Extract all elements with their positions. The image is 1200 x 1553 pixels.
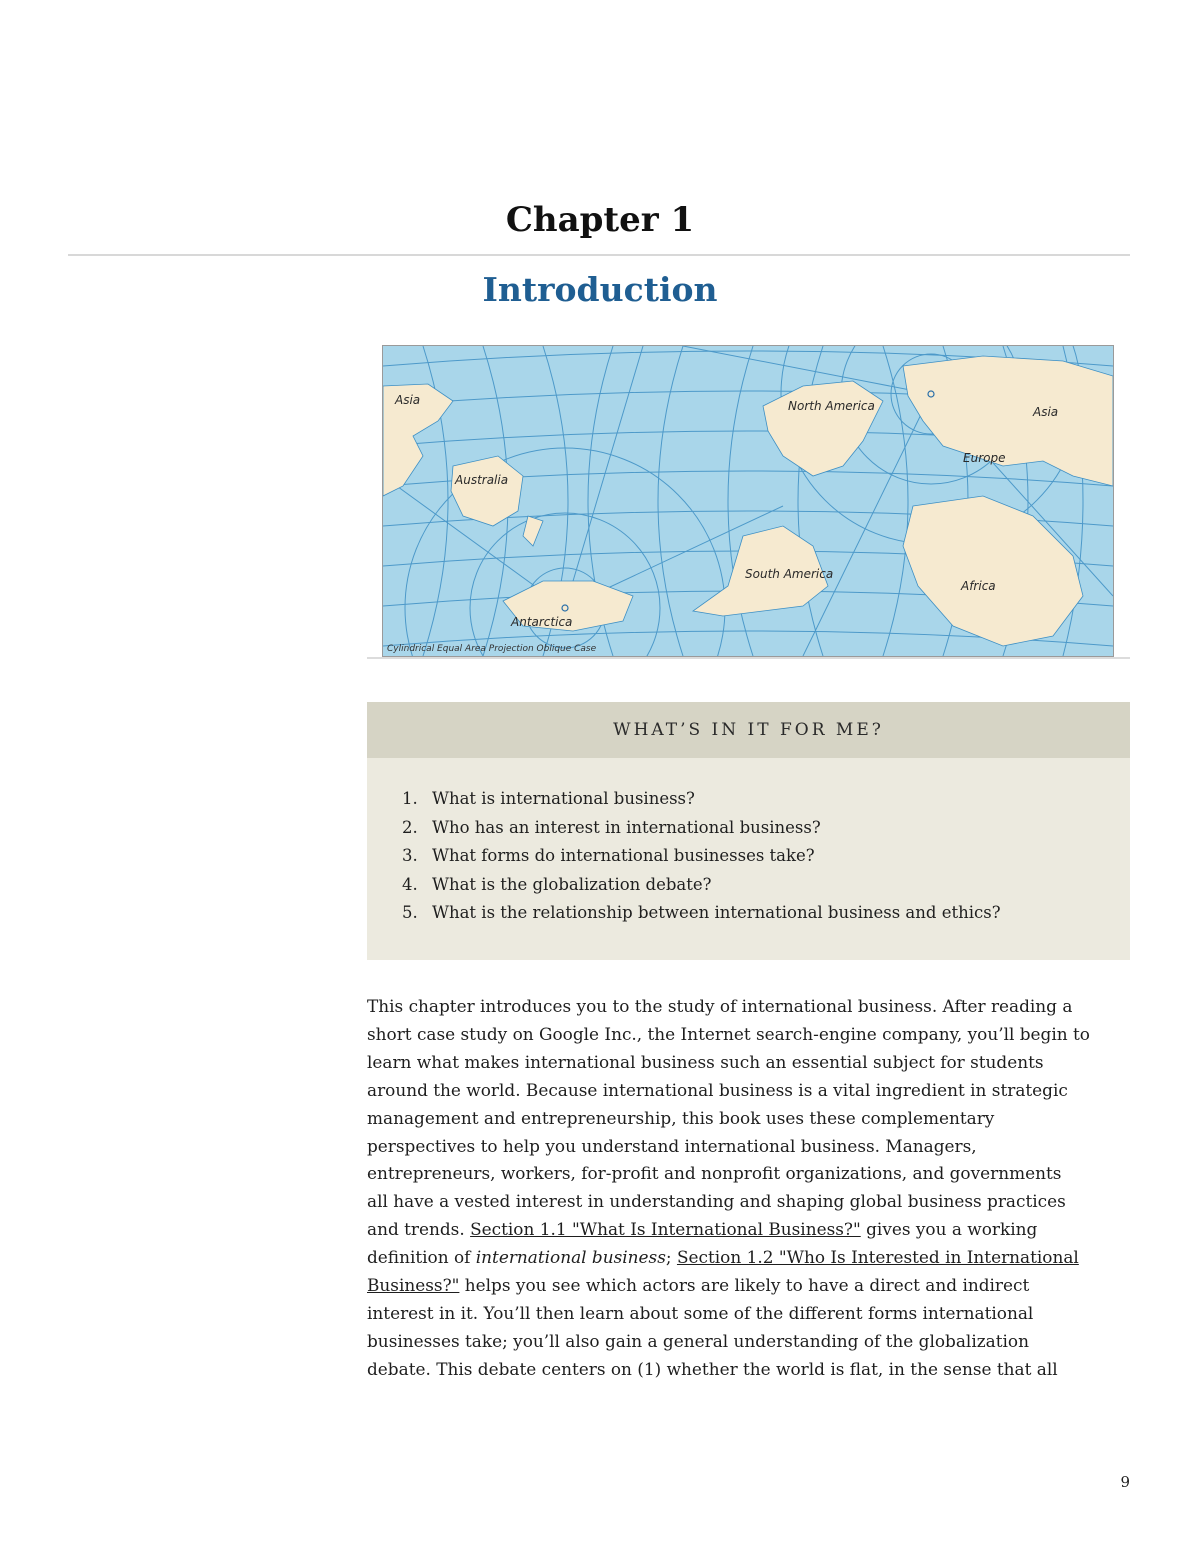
map-label-africa: Africa xyxy=(961,579,996,593)
page-number: 9 xyxy=(1120,1473,1130,1491)
map-label-europe: Europe xyxy=(963,451,1006,465)
objectives-list xyxy=(367,758,1130,928)
body-line: debate. This debate centers on (1) whether the world is flat, in the sense that all xyxy=(367,1358,1058,1379)
list-item xyxy=(402,871,1130,900)
list-number: 5. xyxy=(402,903,418,922)
list-text: What is the relationship between international business and ethics? xyxy=(432,903,1001,922)
body-line: around the world. Because international business is a vital ingredient in strategic xyxy=(367,1079,1068,1100)
body-text-segment: gives you a working xyxy=(860,1219,1038,1240)
section-1-2-link[interactable]: Section 1.2 "Who Is Interested in International xyxy=(676,1247,1079,1268)
body-line: perspectives to help you understand international business. Managers, xyxy=(367,1135,977,1156)
body-line: management and entrepreneurship, this book uses these complementary xyxy=(367,1107,995,1128)
body-line: This chapter introduces you to the study of international business. After reading a xyxy=(367,996,1073,1016)
list-item xyxy=(402,899,1130,928)
world-map-figure xyxy=(382,345,1114,657)
list-number: 4. xyxy=(402,874,418,894)
section-1-1-link[interactable]: Section 1.1 "What Is International Business?" xyxy=(470,1219,861,1240)
chapter-title: Introduction xyxy=(482,270,718,309)
list-number: 1. xyxy=(402,789,418,808)
whats-in-it-box xyxy=(367,702,1130,960)
body-line: businesses take; you’ll also gain a general understanding of the globalization xyxy=(367,1330,1029,1351)
map-label-asia-right: Asia xyxy=(1033,405,1059,419)
body-text-segment: helps you see which actors are likely to have a direct and indirect xyxy=(459,1275,1030,1296)
body-line: short case study on Google Inc., the Internet search-engine company, you’ll begin to xyxy=(367,1023,1090,1044)
list-number: 3. xyxy=(402,846,418,865)
list-item xyxy=(402,785,1130,814)
emphasis-term: international business xyxy=(475,1247,666,1268)
map-label-north-america: North America xyxy=(788,399,875,413)
whats-in-it-heading: WHAT’S IN IT FOR ME? xyxy=(367,702,1130,758)
list-item xyxy=(402,814,1130,843)
body-line: interest in it. You’ll then learn about some of the different forms international xyxy=(367,1302,1034,1323)
list-text: Who has an interest in international business? xyxy=(432,817,821,837)
map-label-asia-left: Asia xyxy=(395,393,421,407)
body-line: all have a vested interest in understanding and shaping global business practices xyxy=(367,1191,1066,1212)
body-line: entrepreneurs, workers, for-profit and nonprofit organizations, and governments xyxy=(367,1163,1062,1184)
body-line: learn what makes international business such an essential subject for students xyxy=(367,1051,1044,1072)
body-line xyxy=(367,1244,1137,1272)
body-text-segment: and trends. xyxy=(367,1219,471,1240)
chapter-label: Chapter 1 xyxy=(505,200,695,240)
list-text: What forms do international businesses take? xyxy=(432,846,815,865)
list-number: 2. xyxy=(402,817,418,837)
map-label-australia: Australia xyxy=(455,473,509,487)
map-caption: Cylindrical Equal Area Projection Oblique Case xyxy=(387,644,597,654)
body-paragraph xyxy=(367,993,1137,1384)
map-label-antarctica: Antarctica xyxy=(511,615,573,629)
section-1-2-link-continued[interactable]: Business?" xyxy=(367,1275,460,1296)
map-divider xyxy=(367,657,1130,659)
body-text-segment: definition of xyxy=(367,1247,476,1268)
map-label-south-america: South America xyxy=(745,567,834,581)
list-item xyxy=(402,842,1130,871)
list-text: What is the globalization debate? xyxy=(432,874,712,894)
body-line xyxy=(367,1272,1137,1300)
list-text: What is international business? xyxy=(432,789,695,808)
world-map xyxy=(383,346,1113,656)
body-text-segment: ; xyxy=(665,1247,677,1268)
title-divider xyxy=(68,254,1130,256)
body-line xyxy=(367,1216,1137,1244)
